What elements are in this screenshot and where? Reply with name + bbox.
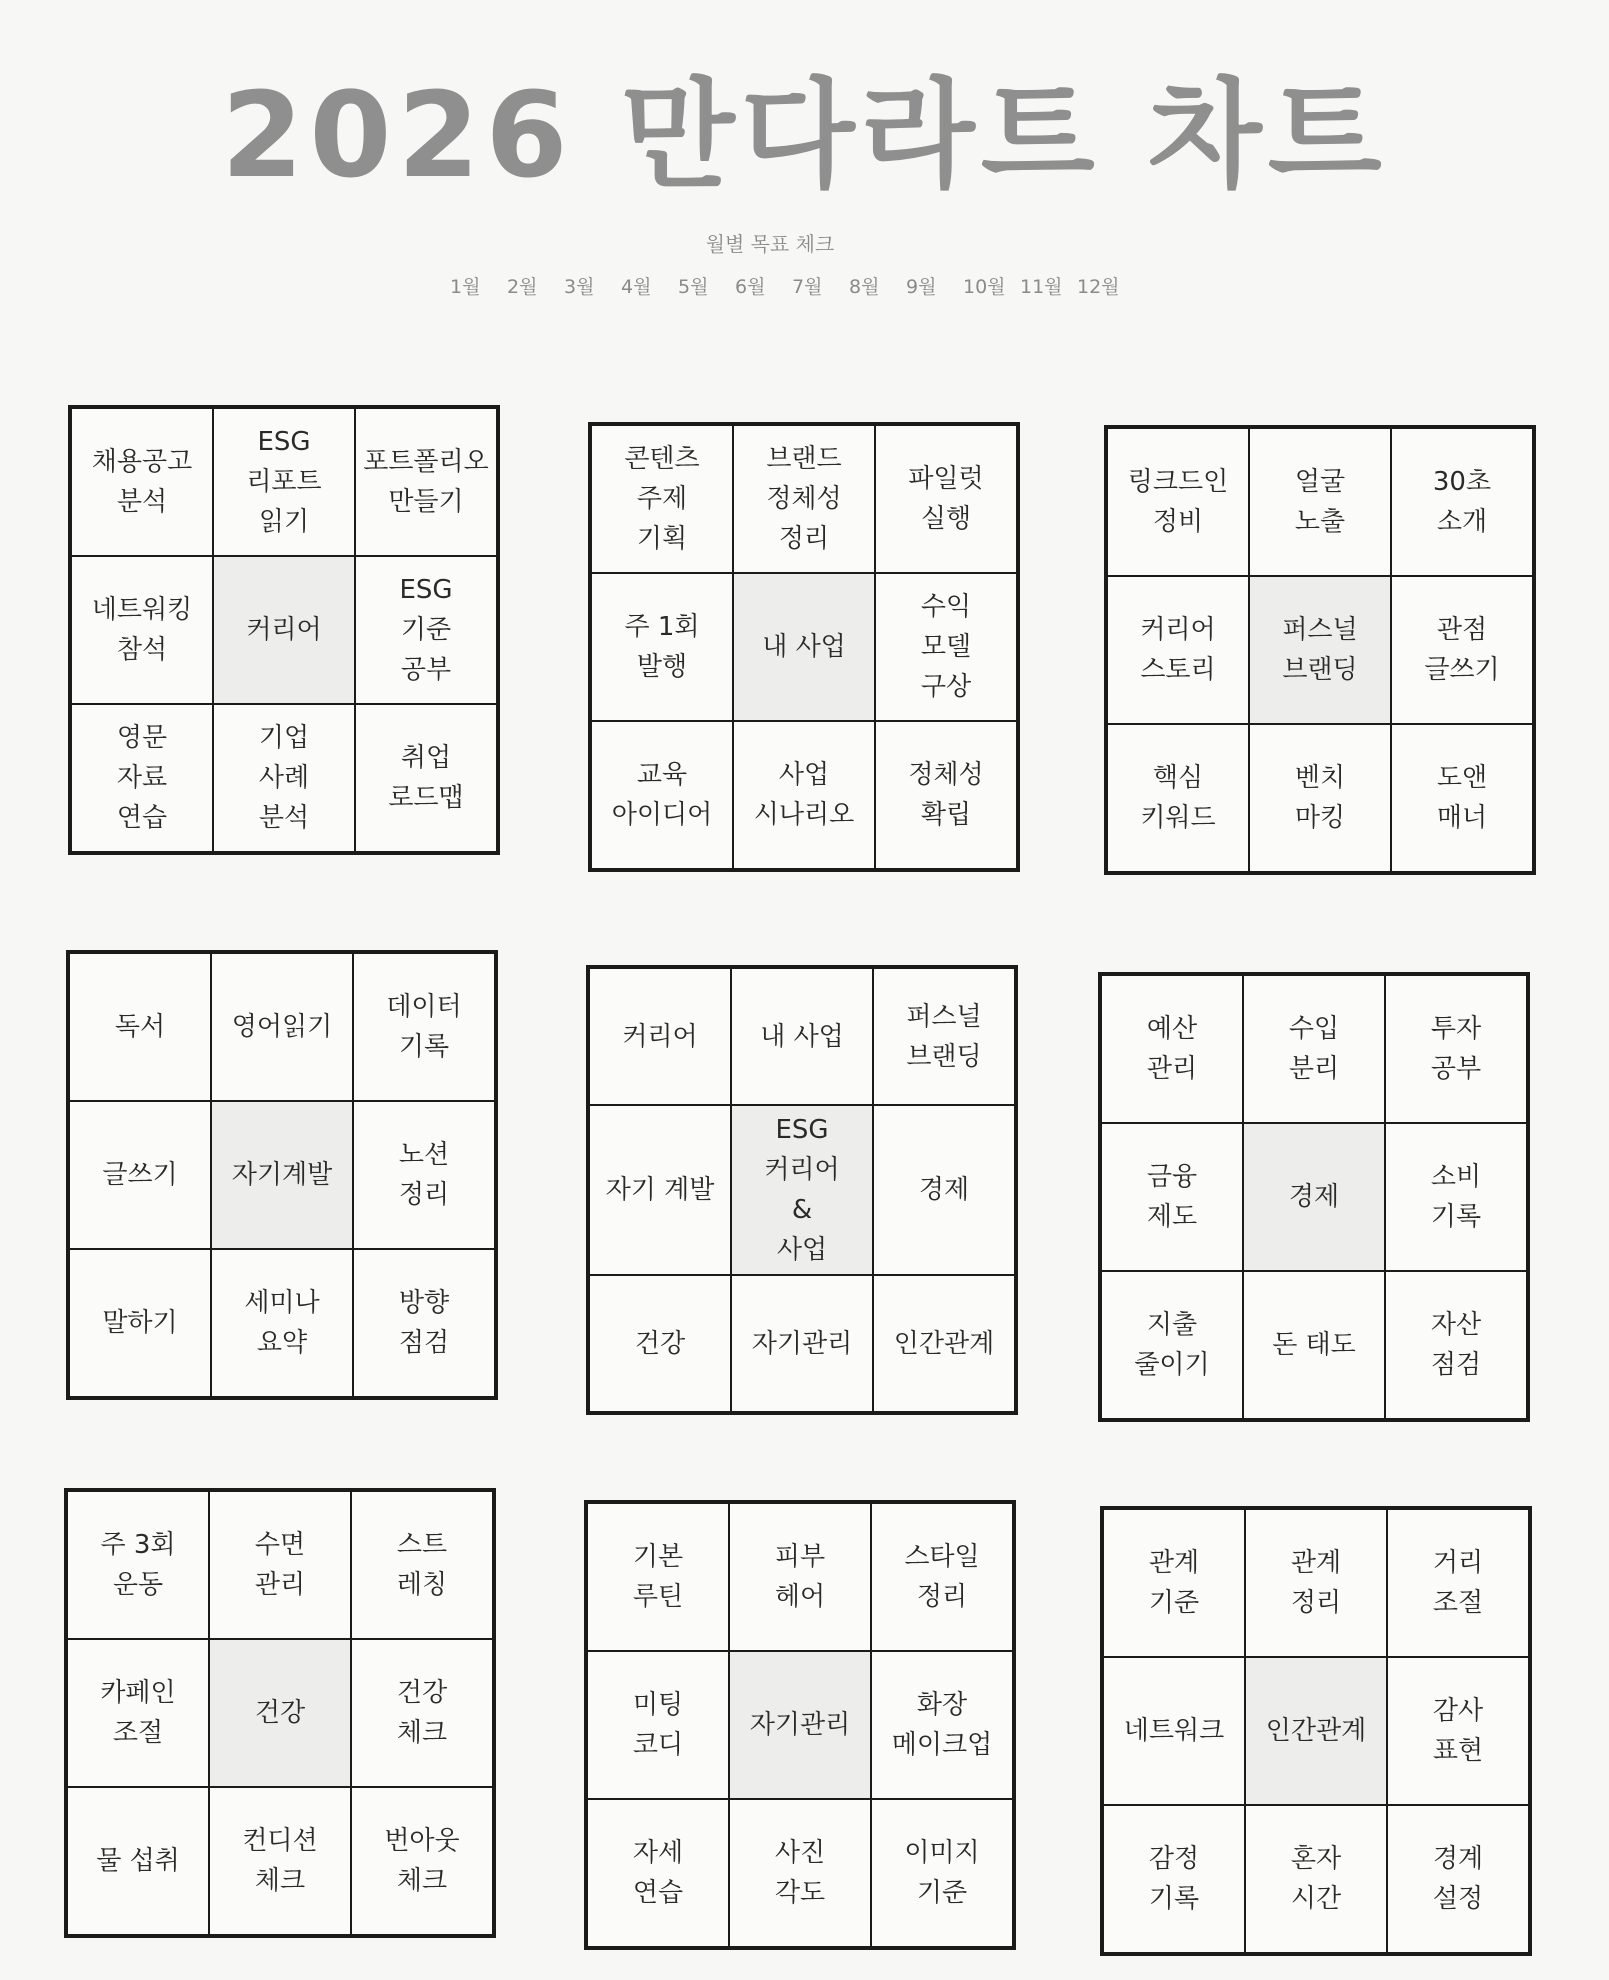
goal-cell: 자세 연습: [587, 1799, 729, 1947]
goal-cell: 도앤 매너: [1391, 724, 1533, 872]
goal-cell: 사업 시나리오: [733, 721, 875, 869]
core-goal-cell: 자기관리: [729, 1651, 871, 1799]
career-block: [68, 405, 500, 855]
core-goal-cell: 내 사업: [733, 573, 875, 721]
goal-cell: 관점 글쓰기: [1391, 576, 1533, 724]
goal-cell: 지출 줄이기: [1101, 1271, 1243, 1419]
month-checklist: [450, 272, 1134, 299]
goal-cell: 스트 레칭: [351, 1491, 493, 1639]
goal-cell: 인간관계: [873, 1275, 1015, 1412]
page-title: 2026 만다라트 차트: [221, 66, 1388, 204]
month-label: 11월: [1020, 276, 1063, 298]
month-label: 3월: [564, 276, 595, 298]
core-goal-cell: 인간관계: [1245, 1657, 1387, 1805]
goal-cell: 투자 공부: [1385, 975, 1527, 1123]
goal-cell: 건강: [589, 1275, 731, 1412]
goal-cell: 금융 제도: [1101, 1123, 1243, 1271]
goal-cell: 네트워킹 참석: [71, 556, 213, 704]
goal-cell: 말하기: [69, 1249, 211, 1397]
goal-cell: 카페인 조절: [67, 1639, 209, 1787]
goal-cell: 사진 각도: [729, 1799, 871, 1947]
goal-cell: 취업 로드맵: [355, 704, 497, 852]
month-label: 9월: [906, 276, 937, 298]
month-label: 7월: [792, 276, 823, 298]
goal-cell: 정체성 확립: [875, 721, 1017, 869]
health-block: [64, 1488, 496, 1938]
goal-cell: 번아웃 체크: [351, 1787, 493, 1935]
goal-cell: 브랜드 정체성 정리: [733, 425, 875, 573]
goal-cell: 데이터 기록: [353, 953, 495, 1101]
goal-cell: 혼자 시간: [1245, 1805, 1387, 1953]
goal-cell: 피부 헤어: [729, 1503, 871, 1651]
goal-cell: 주 1회 발행: [591, 573, 733, 721]
goal-cell: 얼굴 노출: [1249, 428, 1391, 576]
economy-block: [1098, 972, 1530, 1422]
core-goal-cell: 퍼스널 브랜딩: [1249, 576, 1391, 724]
goal-cell: 30초 소개: [1391, 428, 1533, 576]
goal-cell: 노션 정리: [353, 1101, 495, 1249]
goal-cell: 핵심 키워드: [1107, 724, 1249, 872]
relationships-block: [1100, 1506, 1532, 1956]
month-label: 2월: [507, 276, 538, 298]
month-label: 1월: [450, 276, 481, 298]
goal-cell: 감정 기록: [1103, 1805, 1245, 1953]
goal-cell: 수면 관리: [209, 1491, 351, 1639]
self-care-block: [584, 1500, 1016, 1950]
goal-cell: 벤치 마킹: [1249, 724, 1391, 872]
goal-cell: 경제: [873, 1105, 1015, 1275]
goal-cell: 주 3회 운동: [67, 1491, 209, 1639]
core-goal-cell: 건강: [209, 1639, 351, 1787]
goal-cell: 세미나 요약: [211, 1249, 353, 1397]
goal-cell: 예산 관리: [1101, 975, 1243, 1123]
goal-cell: 퍼스널 브랜딩: [873, 968, 1015, 1105]
goal-cell: 독서: [69, 953, 211, 1101]
month-label: 8월: [849, 276, 880, 298]
goal-cell: 자산 점검: [1385, 1271, 1527, 1419]
goal-cell: 이미지 기준: [871, 1799, 1013, 1947]
goal-cell: 네트워크: [1103, 1657, 1245, 1805]
core-goal-cell: 자기계발: [211, 1101, 353, 1249]
goal-cell: 거리 조절: [1387, 1509, 1529, 1657]
goal-cell: 건강 체크: [351, 1639, 493, 1787]
month-label: 5월: [678, 276, 709, 298]
goal-cell: 미팅 코디: [587, 1651, 729, 1799]
goal-cell: 경계 설정: [1387, 1805, 1529, 1953]
my-business-block: [588, 422, 1020, 872]
goal-cell: 내 사업: [731, 968, 873, 1105]
month-label: 10월: [963, 276, 1006, 298]
monthly-check-label: 월별 목표 체크: [705, 232, 835, 256]
goal-cell: 커리어 스토리: [1107, 576, 1249, 724]
goal-cell: 물 섭취: [67, 1787, 209, 1935]
month-label: 12월: [1077, 276, 1120, 298]
goal-cell: 수익 모델 구상: [875, 573, 1017, 721]
goal-cell: 영문 자료 연습: [71, 704, 213, 852]
goal-cell: 콘텐츠 주제 기획: [591, 425, 733, 573]
goal-cell: 수입 분리: [1243, 975, 1385, 1123]
goal-cell: 영어읽기: [211, 953, 353, 1101]
goal-cell: 스타일 정리: [871, 1503, 1013, 1651]
goal-cell: 글쓰기: [69, 1101, 211, 1249]
goal-cell: 파일럿 실행: [875, 425, 1017, 573]
core-goal-cell: 경제: [1243, 1123, 1385, 1271]
goal-cell: 소비 기록: [1385, 1123, 1527, 1271]
goal-cell: 자기관리: [731, 1275, 873, 1412]
goal-cell: 방향 점검: [353, 1249, 495, 1397]
center-block: [586, 965, 1018, 1415]
goal-cell: 기본 루틴: [587, 1503, 729, 1651]
month-label: 4월: [621, 276, 652, 298]
personal-branding-block: [1104, 425, 1536, 875]
goal-cell: ESG 기준 공부: [355, 556, 497, 704]
self-development-block: [66, 950, 498, 1400]
goal-cell: 화장 메이크업: [871, 1651, 1013, 1799]
goal-cell: 감사 표현: [1387, 1657, 1529, 1805]
goal-cell: 링크드인 정비: [1107, 428, 1249, 576]
goal-cell: 관계 정리: [1245, 1509, 1387, 1657]
month-label: 6월: [735, 276, 766, 298]
core-goal-cell: 커리어: [213, 556, 355, 704]
goal-cell: 기업 사례 분석: [213, 704, 355, 852]
goal-cell: 컨디션 체크: [209, 1787, 351, 1935]
goal-cell: ESG 리포트 읽기: [213, 408, 355, 556]
goal-cell: 교육 아이디어: [591, 721, 733, 869]
goal-cell: 관계 기준: [1103, 1509, 1245, 1657]
goal-cell: 커리어: [589, 968, 731, 1105]
goal-cell: 포트폴리오 만들기: [355, 408, 497, 556]
goal-cell: 채용공고 분석: [71, 408, 213, 556]
goal-cell: 자기 계발: [589, 1105, 731, 1275]
goal-cell: 돈 태도: [1243, 1271, 1385, 1419]
core-goal-cell: ESG 커리어 & 사업: [731, 1105, 873, 1275]
